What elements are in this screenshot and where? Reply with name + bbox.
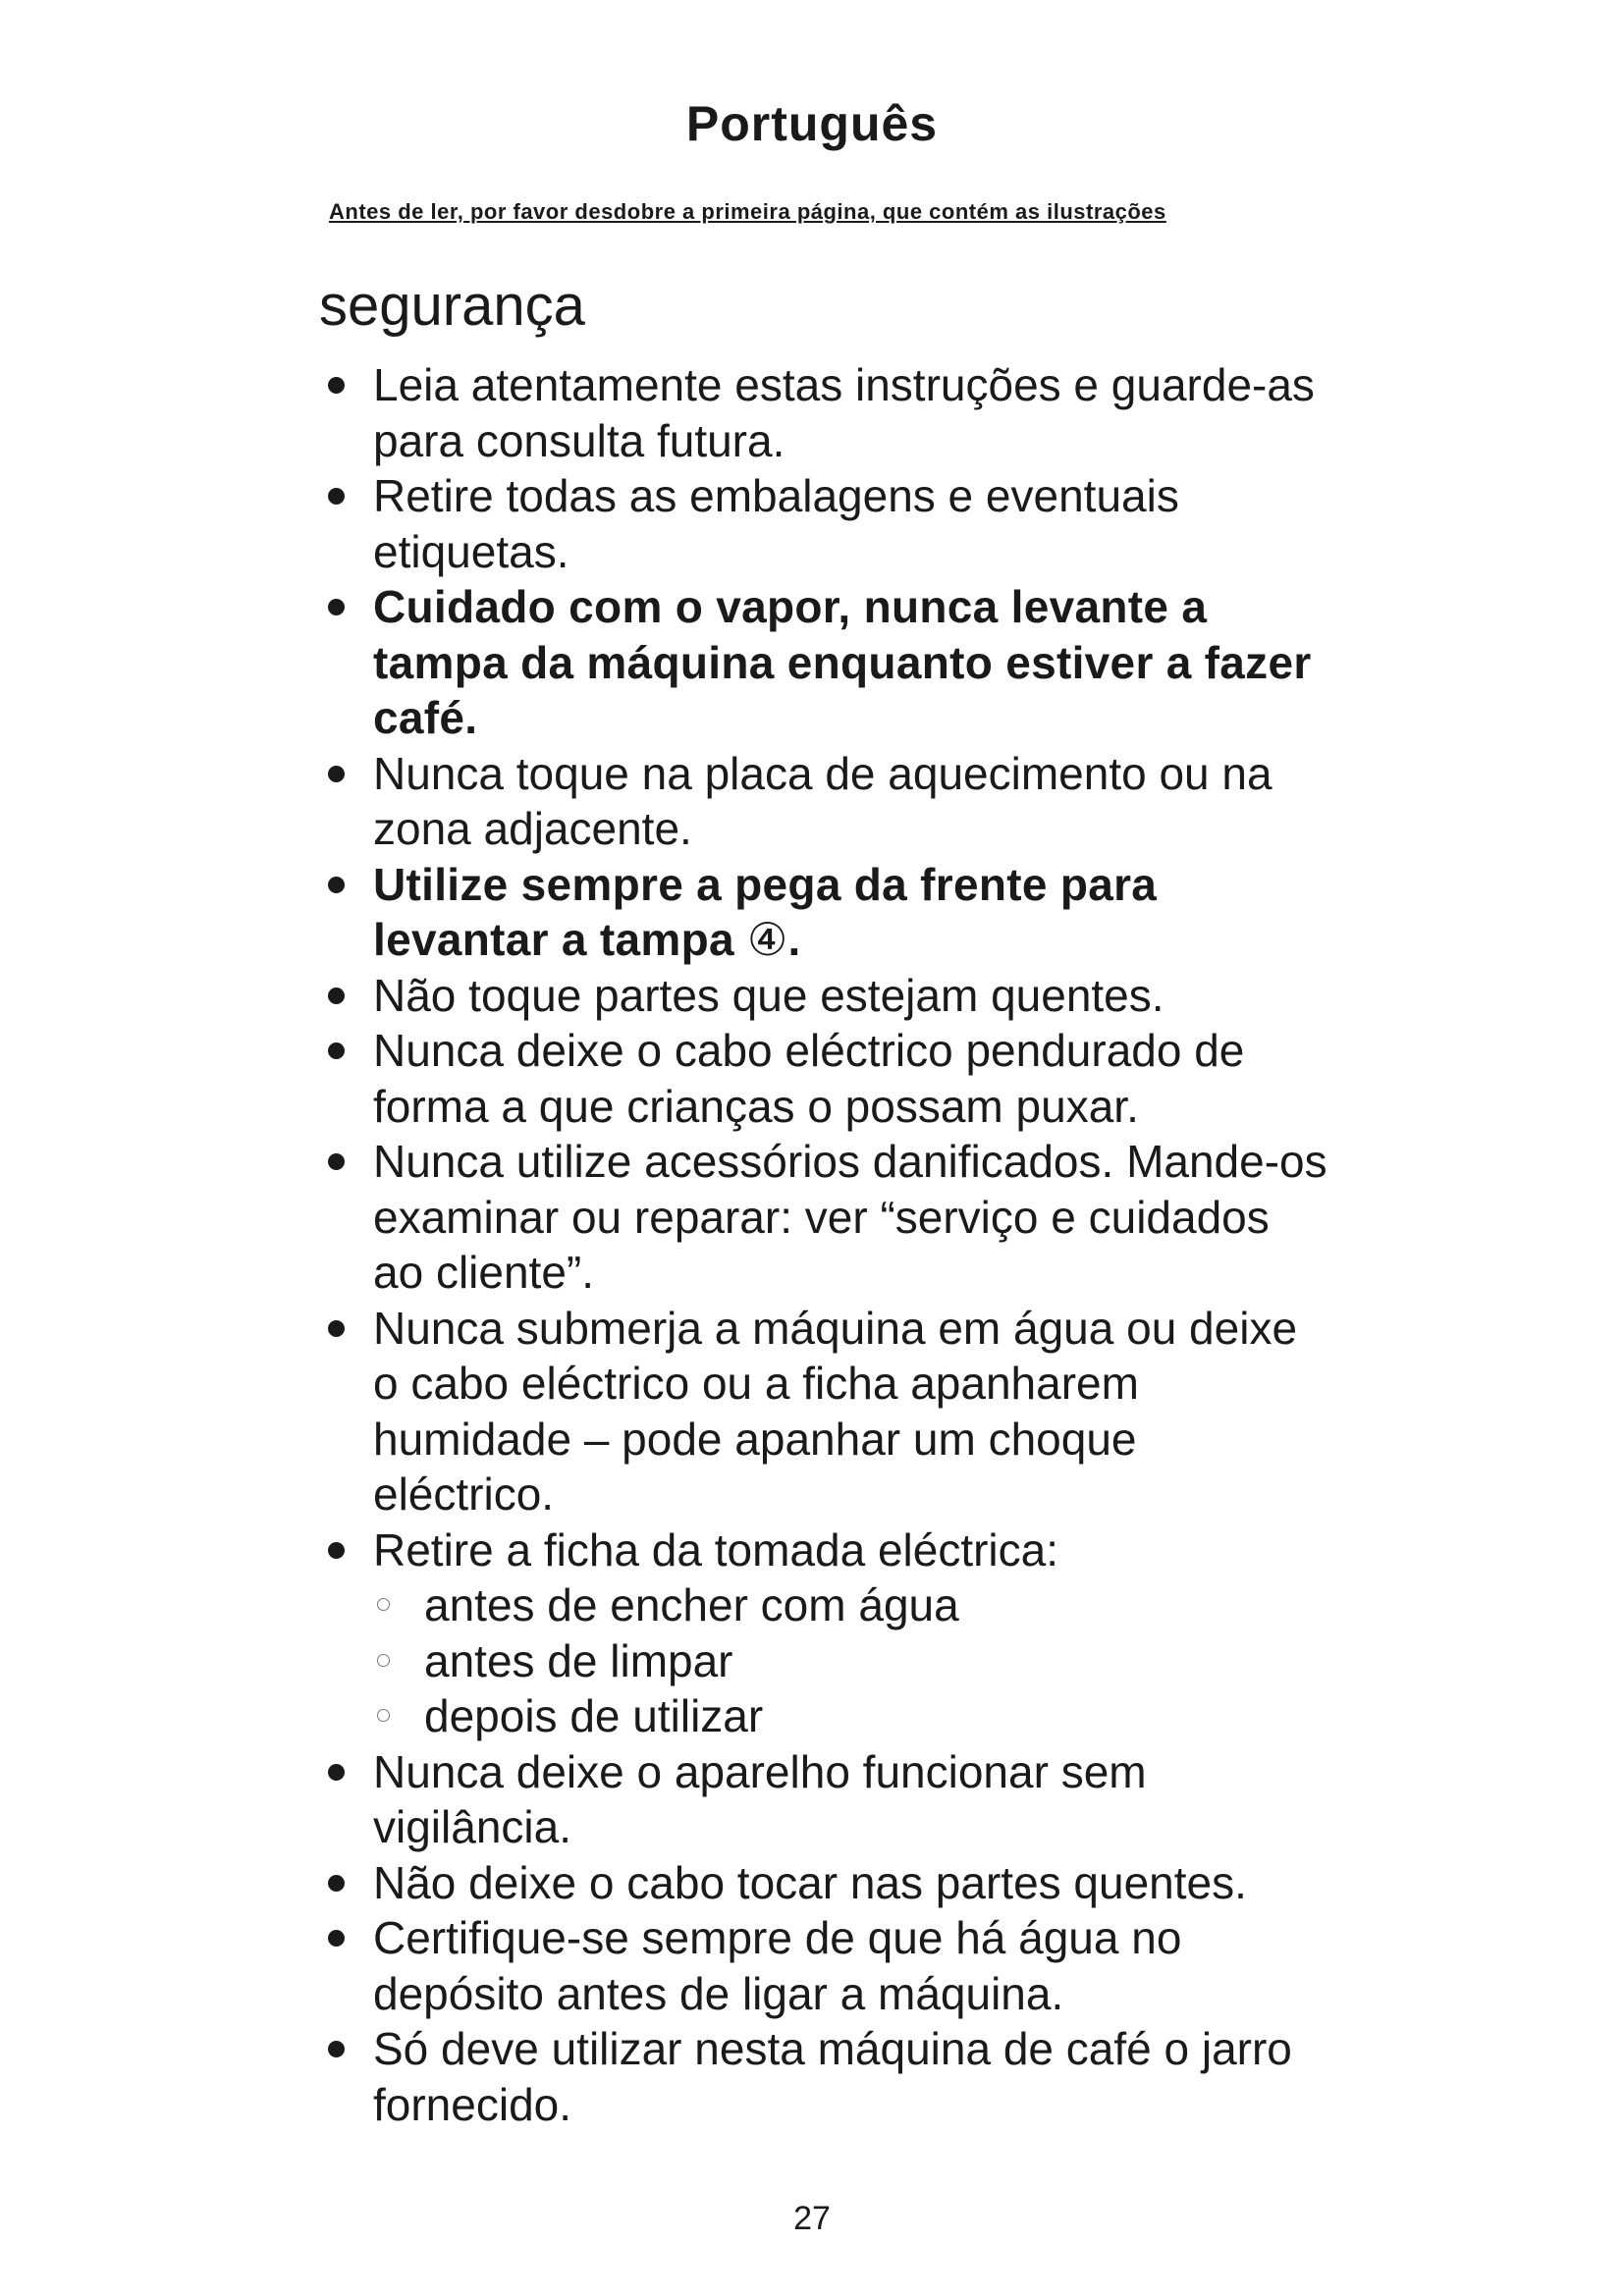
- safety-item-unplug: [326, 1522, 1327, 1744]
- safety-item-text: Nunca deixe o cabo eléctrico pendurado de forma a que crianças o possam puxar.: [373, 1025, 1245, 1132]
- safety-item-text: Nunca deixe o aparelho funcionar sem vigilância.: [373, 1745, 1147, 1852]
- safety-item-cord-hot-parts: [326, 1855, 1327, 1911]
- open-circle-bullet-icon: [377, 1654, 390, 1667]
- bullet-icon: [328, 1875, 345, 1892]
- safety-item-text: Certifique-se sempre de que há água no depósito antes de ligar a máquina.: [373, 1912, 1182, 2019]
- bullet-icon: [328, 1042, 345, 1059]
- safety-item-text: Retire a ficha da tomada eléctrica:: [373, 1523, 1059, 1575]
- bullet-icon: [328, 488, 345, 505]
- sub-item-before-filling: [373, 1577, 1327, 1633]
- bullet-icon: [328, 1764, 345, 1781]
- safety-item-text: Leia atentamente estas instruções e guarde-as para consulta futura.: [373, 359, 1315, 466]
- safety-item-hotplate: [326, 746, 1327, 857]
- bullet-icon: [328, 2041, 345, 2057]
- safety-item-text: Utilize sempre a pega da frente para levantar a tampa: [373, 858, 1158, 965]
- bullet-icon: [328, 1153, 345, 1170]
- safety-item-read-instructions: [326, 357, 1327, 468]
- safety-item-text: Não toque partes que estejam quentes.: [373, 969, 1164, 1021]
- open-circle-bullet-icon: [377, 1709, 390, 1722]
- sub-item-after-use: [373, 1688, 1327, 1744]
- safety-item-text: Cuidado com o vapor, nunca levante a tampa da máquina enquanto estiver a fazer café.: [373, 581, 1312, 743]
- bullet-icon: [328, 377, 345, 394]
- bullet-icon: [328, 1320, 345, 1337]
- bullet-icon: [328, 766, 345, 782]
- sentence-period: .: [787, 914, 801, 965]
- safety-item-unattended: [326, 1744, 1327, 1855]
- page-number: 27: [793, 2200, 831, 2237]
- safety-item-water-tank: [326, 1910, 1327, 2021]
- safety-list: [326, 357, 1327, 2132]
- safety-item-water-immersion: [326, 1301, 1327, 1522]
- safety-item-text: Só deve utilizar nesta máquina de café o jarro fornecido.: [373, 2023, 1292, 2130]
- safety-item-text: Nunca utilize acessórios danificados. Mande-os examinar ou reparar: ver “serviço e cuidados ao cliente”.: [373, 1136, 1327, 1298]
- figure-reference: ④: [746, 914, 788, 965]
- bullet-icon: [328, 1542, 345, 1559]
- safety-item-damaged-accessories: [326, 1134, 1327, 1301]
- sub-item-text: depois de utilizar: [424, 1690, 764, 1741]
- safety-item-cord-hanging: [326, 1023, 1327, 1134]
- safety-item-front-handle: [326, 857, 1327, 968]
- safety-item-text: Nunca submerja a máquina em água ou deixe o cabo eléctrico ou a ficha apanharem humidade – pode apanhar um choque eléctrico.: [373, 1302, 1298, 1520]
- page-heading: Português: [685, 96, 939, 151]
- safety-item-supplied-jug: [326, 2021, 1327, 2132]
- section-title: segurança: [319, 274, 585, 338]
- safety-item-text: Nunca toque na placa de aquecimento ou na zona adjacente.: [373, 747, 1272, 854]
- safety-item-text: Retire todas as embalagens e eventuais etiquetas.: [373, 470, 1179, 577]
- intro-note: Antes de ler, por favor desdobre a primeira página, que contém as ilustrações: [329, 199, 1166, 224]
- bullet-icon: [328, 988, 345, 1004]
- safety-item-remove-packaging: [326, 468, 1327, 579]
- bullet-icon: [328, 877, 345, 893]
- sub-item-text: antes de limpar: [424, 1634, 733, 1686]
- safety-item-text: Não deixe o cabo tocar nas partes quentes.: [373, 1856, 1247, 1908]
- unplug-sub-list: [373, 1577, 1327, 1744]
- sub-item-text: antes de encher com água: [424, 1579, 959, 1630]
- open-circle-bullet-icon: [377, 1598, 390, 1611]
- bullet-icon: [328, 599, 345, 615]
- safety-item-hot-parts: [326, 968, 1327, 1024]
- sub-item-before-cleaning: [373, 1633, 1327, 1689]
- bullet-icon: [328, 1930, 345, 1947]
- safety-item-steam-warning: [326, 579, 1327, 746]
